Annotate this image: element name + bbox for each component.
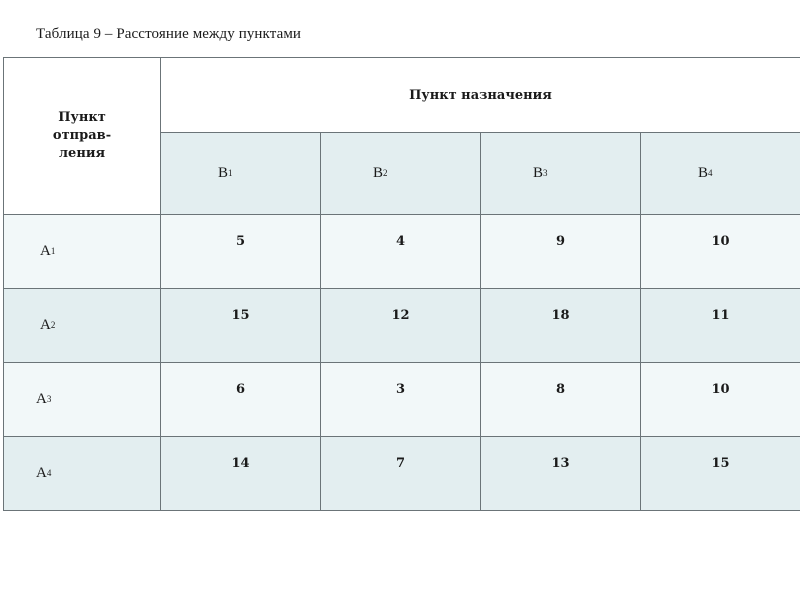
column-header-b1 [161, 133, 321, 215]
table-row [4, 363, 800, 437]
table-cell: 7 [321, 437, 481, 511]
table-cell: 6 [161, 363, 321, 437]
table-cell: 11 [641, 289, 800, 363]
column-header-letter: B [373, 165, 384, 182]
table-row [4, 289, 800, 363]
table-cell: 14 [161, 437, 321, 511]
origin-header-line: отправ- [52, 128, 112, 143]
destination-header [161, 58, 800, 133]
row-header-letter: A [36, 391, 47, 407]
table-cell: 3 [321, 363, 481, 437]
table-row [4, 437, 800, 511]
row-header-a4 [4, 437, 161, 511]
column-header-index: 4 [708, 168, 713, 179]
row-header-index: 2 [50, 320, 56, 330]
table-cell: 13 [481, 437, 641, 511]
table-cell: 18 [481, 289, 641, 363]
row-header-a2 [4, 289, 161, 363]
column-header-letter: B [218, 165, 229, 182]
row-header-a3 [4, 363, 161, 437]
row-header-a1 [4, 215, 161, 289]
table-cell: 10 [641, 363, 800, 437]
destination-header-label: Пункт назначения [409, 87, 552, 103]
column-header-letter: B [533, 165, 544, 182]
row-header-index: 4 [46, 468, 52, 478]
column-header-index: 1 [228, 168, 233, 179]
row-header-letter: A [36, 465, 47, 481]
distance-table [3, 57, 800, 511]
row-header-index: 1 [50, 246, 56, 256]
table-cell: 10 [641, 215, 800, 289]
row-header-index: 3 [46, 394, 52, 404]
origin-header-line: Пункт [58, 110, 106, 125]
origin-header [4, 58, 161, 215]
row-header-letter: A [40, 243, 51, 259]
column-header-letter: B [698, 165, 709, 182]
table-cell: 15 [641, 437, 800, 511]
table-cell: 15 [161, 289, 321, 363]
table-caption: Таблица 9 – Расстояние между пунктами [36, 26, 302, 42]
row-header-letter: A [40, 317, 51, 333]
column-header-b2 [321, 133, 481, 215]
table-cell: 4 [321, 215, 481, 289]
origin-header-line: ления [58, 146, 106, 161]
column-header-index: 2 [383, 168, 388, 179]
table-cell: 12 [321, 289, 481, 363]
column-header-index: 3 [543, 168, 548, 179]
table-cell: 8 [481, 363, 641, 437]
table-row [4, 215, 800, 289]
column-header-b4 [641, 133, 800, 215]
column-header-b3 [481, 133, 641, 215]
table-cell: 5 [161, 215, 321, 289]
table-cell: 9 [481, 215, 641, 289]
